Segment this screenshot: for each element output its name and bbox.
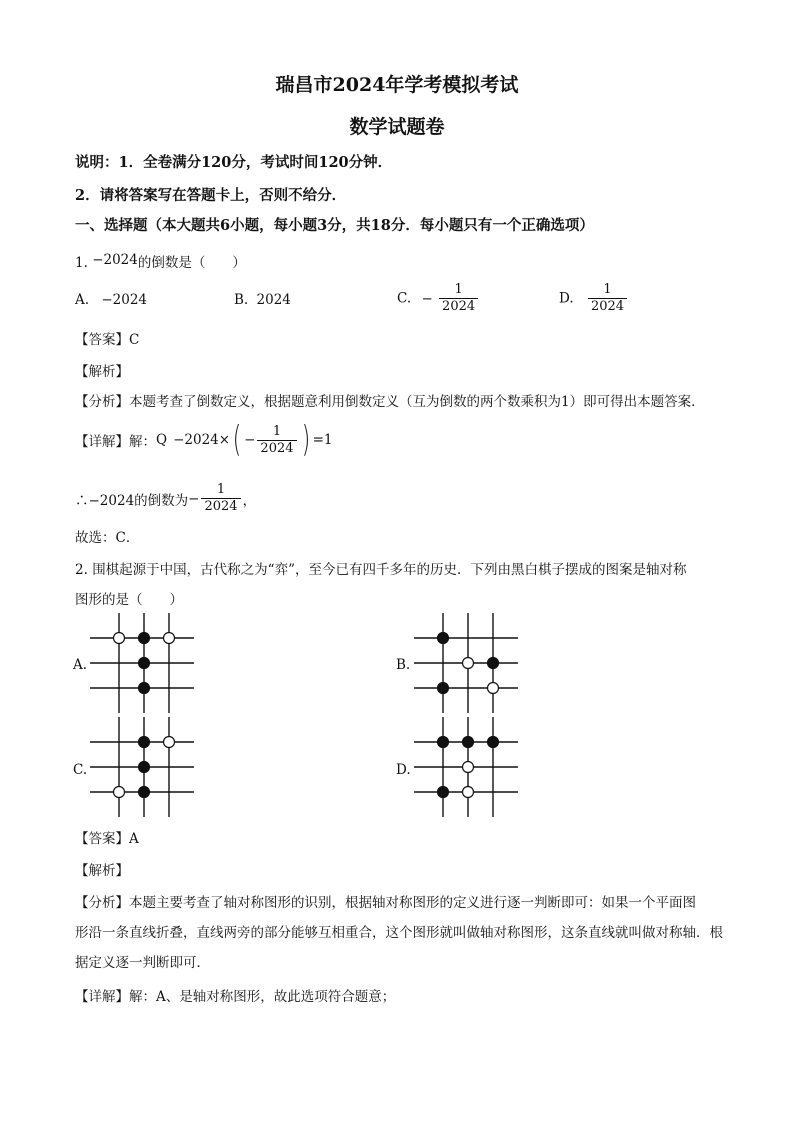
- conclusion-q1: [75, 482, 256, 515]
- left-paren: (: [232, 419, 242, 460]
- fraction: [439, 282, 478, 315]
- detail-prefix: 【详解】解：: [75, 434, 156, 450]
- question-number: 2.: [75, 562, 88, 578]
- white-stone: [114, 787, 125, 798]
- black-stone: [438, 787, 449, 798]
- option-text: 2024: [256, 292, 291, 308]
- because-symbol: Q: [156, 432, 168, 448]
- answer-q2: 【答案】A: [75, 831, 139, 847]
- option-d: [559, 282, 629, 315]
- fraction: [201, 482, 240, 515]
- white-stone: [463, 658, 474, 669]
- black-stone: [139, 787, 150, 798]
- conclusion-prefix: ∴−2024的倒数为: [75, 492, 189, 509]
- option-b: [234, 292, 291, 308]
- analysis-tag-q1: 【解析】: [75, 364, 129, 380]
- stem-text: 围棋起源于中国，古代称之为“弈”，至今已有四千多年的历史．下列由黑白棋子摆成的图案是轴对称: [92, 562, 687, 578]
- page-subtitle: 数学试题卷: [349, 116, 445, 138]
- white-stone: [488, 683, 499, 694]
- black-stone: [488, 737, 499, 748]
- black-stone: [139, 633, 150, 644]
- note-line-2: 2．请将答案写在答题卡上，否则不给分．: [75, 187, 347, 204]
- black-stone: [488, 658, 499, 669]
- detail-expression-sign: −: [244, 432, 256, 448]
- analysis-q2-line-1: 【分析】本题主要考查了轴对称图形的识别，根据轴对称图形的定义进行逐一判断即可：如果一个平面图: [75, 895, 696, 911]
- go-board-c: [90, 717, 196, 817]
- question-number: 1.: [75, 255, 88, 271]
- black-stone: [463, 737, 474, 748]
- question-1-stem: [75, 251, 246, 271]
- black-stone: [139, 683, 150, 694]
- conclusion-sign: −: [188, 490, 200, 507]
- option-c: [397, 282, 480, 315]
- choose-q1: 故选：C．: [75, 530, 140, 546]
- analysis-q2-line-2: 形沿一条直线折叠，直线两旁的部分能够互相重合，这个图形就叫做轴对称图形，这条直线就叫做对称轴．根: [75, 925, 723, 941]
- denominator: 2024: [201, 498, 240, 515]
- section-heading: 一、选择题（本大题共6小题，每小题3分，共18分．每小题只有一个正确选项）: [75, 217, 594, 234]
- black-stone: [438, 737, 449, 748]
- answer-q1: 【答案】C: [75, 332, 140, 348]
- numerator: 1: [454, 282, 463, 297]
- detail-expression-left: −2024×: [173, 432, 231, 448]
- black-stone: [139, 762, 150, 773]
- option-text: −2024: [101, 292, 148, 308]
- option-label: C.: [397, 290, 412, 307]
- numerator: 1: [603, 282, 612, 297]
- option-sign: −: [421, 290, 433, 307]
- white-stone: [114, 633, 125, 644]
- question-2-stem-line-2: 图形的是（ ）: [75, 592, 183, 608]
- black-stone: [438, 683, 449, 694]
- board-option-d-label: D.: [396, 762, 411, 778]
- board-option-b-label: B.: [396, 657, 411, 673]
- numerator: 1: [216, 482, 226, 497]
- fraction: [257, 424, 296, 457]
- analysis-q1: 【分析】本题考查了倒数定义，根据题意利用倒数定义（互为倒数的两个数乘积为1）即可得出本题答案．: [75, 394, 705, 410]
- conclusion-suffix: ，: [242, 492, 257, 509]
- black-stone: [139, 737, 150, 748]
- denominator: 2024: [588, 298, 627, 315]
- go-board-d: [414, 717, 520, 817]
- option-a: [75, 292, 147, 308]
- option-label: A.: [75, 292, 90, 308]
- go-board-a: [90, 613, 196, 713]
- white-stone: [463, 762, 474, 773]
- board-option-c-label: C.: [73, 762, 88, 778]
- stem-text: 的倒数是（ ）: [137, 255, 246, 271]
- denominator: 2024: [439, 298, 478, 315]
- black-stone: [139, 658, 150, 669]
- detail-q2: 【详解】解：A、是轴对称图形，故此选项符合题意；: [75, 989, 396, 1005]
- analysis-q2-line-3: 据定义逐一判断即可．: [75, 955, 210, 971]
- fraction: [588, 282, 627, 315]
- black-stone: [438, 633, 449, 644]
- detail-expression-right: =1: [312, 432, 333, 448]
- right-paren: ): [301, 419, 310, 460]
- analysis-tag-q2: 【解析】: [75, 863, 129, 879]
- note-line-1: 说明：1．全卷满分120分，考试时间120分钟．: [75, 154, 393, 171]
- go-board-b: [414, 613, 520, 713]
- option-label: B.: [234, 292, 249, 308]
- numerator: 1: [272, 423, 282, 439]
- white-stone: [164, 633, 175, 644]
- stem-expression: −2024: [92, 252, 138, 268]
- white-stone: [463, 787, 474, 798]
- option-label: D.: [559, 290, 574, 307]
- detail-q1: [75, 419, 333, 460]
- board-option-a-label: A.: [73, 657, 88, 673]
- question-2-stem-line-1: [75, 558, 687, 578]
- white-stone: [164, 737, 175, 748]
- denominator: 2024: [257, 440, 296, 457]
- page-title: 瑞昌市2024年学考模拟考试: [275, 74, 519, 96]
